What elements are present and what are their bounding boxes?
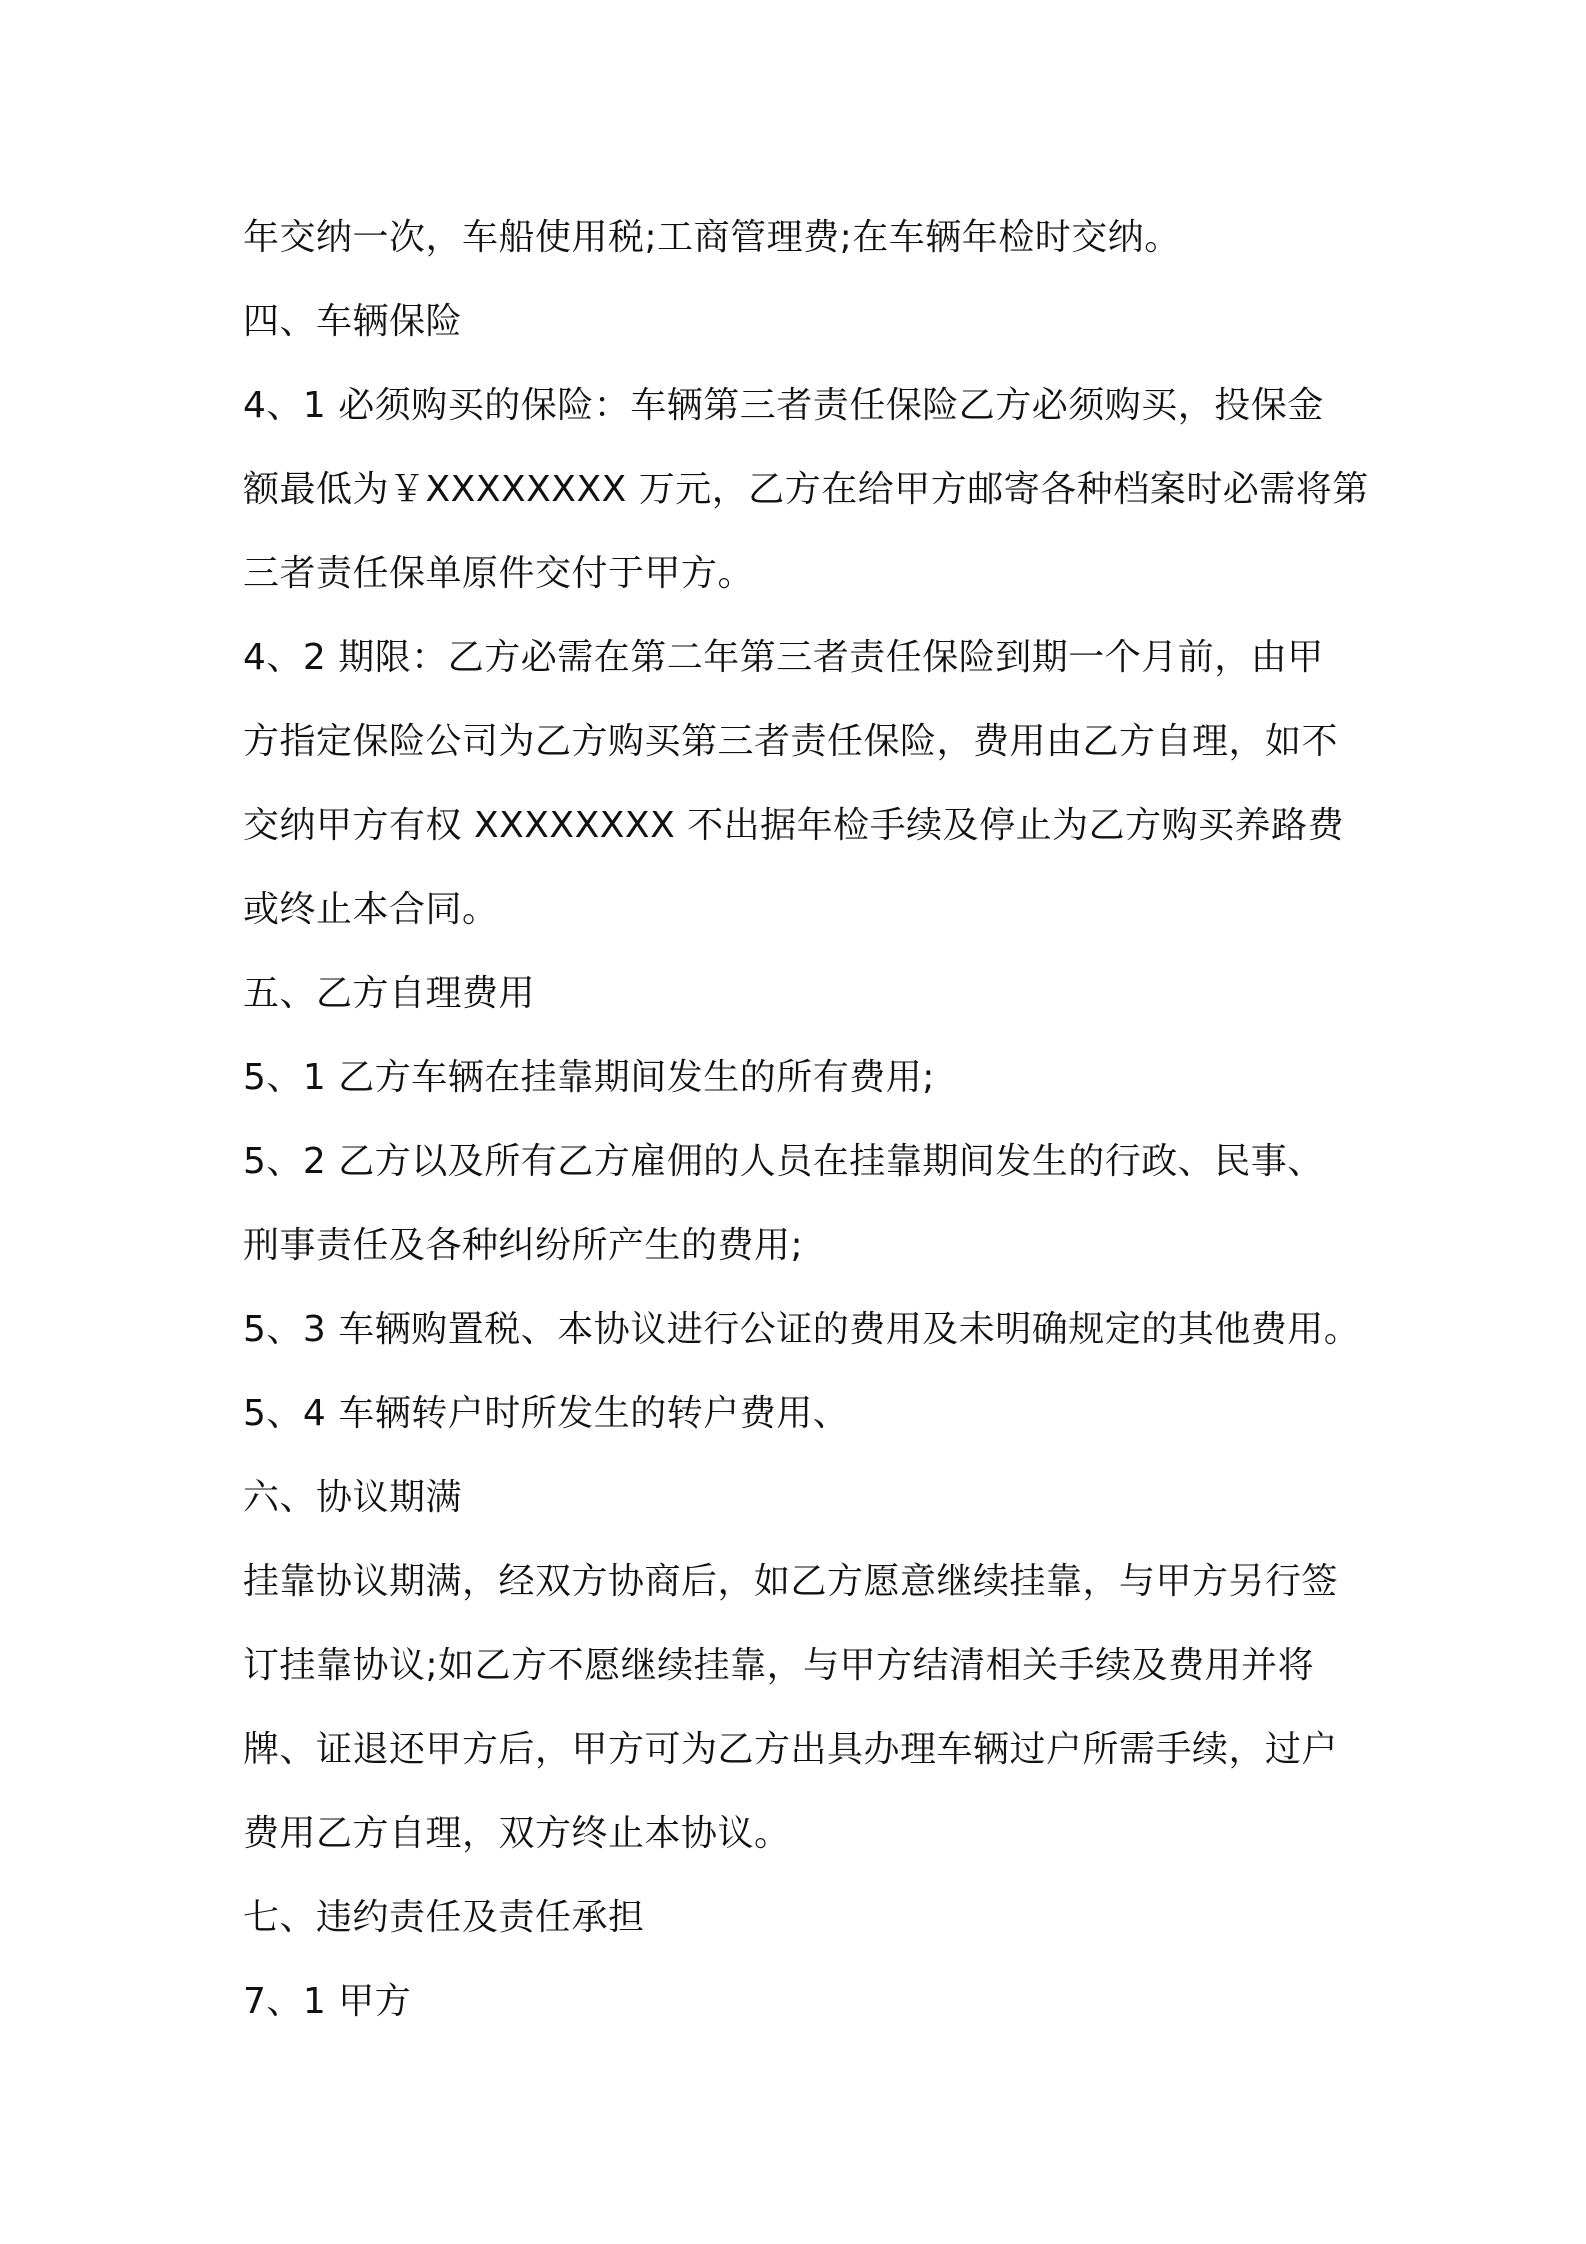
- text-line: 年交纳一次，车船使用税;工商管理费;在车辆年检时交纳。: [243, 217, 1181, 258]
- document-page: [243, 196, 1369, 2044]
- text-line: 5、1 乙方车辆在挂靠期间发生的所有费用;: [243, 1057, 935, 1098]
- text-line: 方指定保险公司为乙方购买第三者责任保险，费用由乙方自理，如不: [243, 721, 1339, 762]
- text-line: 额最低为￥XXXXXXXX 万元，乙方在给甲方邮寄各种档案时必需将第: [243, 469, 1369, 510]
- text-line: 订挂靠协议;如乙方不愿继续挂靠，与甲方结清相关手续及费用并将: [243, 1645, 1315, 1686]
- section-heading: 五、乙方自理费用: [243, 973, 536, 1014]
- text-line: 刑事责任及各种纠纷所产生的费用;: [243, 1225, 804, 1266]
- text-line: 5、4 车辆转户时所发生的转户费用、: [243, 1393, 850, 1434]
- text-line: 三者责任保单原件交付于甲方。: [243, 553, 755, 594]
- text-line: 4、2 期限：乙方必需在第二年第三者责任保险到期一个月前，由甲: [243, 637, 1324, 678]
- text-line: 挂靠协议期满，经双方协商后，如乙方愿意继续挂靠，与甲方另行签: [243, 1561, 1339, 1602]
- text-line: 牌、证退还甲方后，甲方可为乙方出具办理车辆过户所需手续，过户: [243, 1729, 1339, 1770]
- text-line: 费用乙方自理，双方终止本协议。: [243, 1813, 791, 1854]
- section-heading: 七、违约责任及责任承担: [243, 1897, 645, 1938]
- section-heading: 四、车辆保险: [243, 301, 463, 342]
- text-line: 5、3 车辆购置税、本协议进行公证的费用及未明确规定的其他费用。: [243, 1309, 1361, 1350]
- text-line: 交纳甲方有权 XXXXXXXX 不出据年检手续及停止为乙方购买养路费: [243, 805, 1345, 846]
- text-line: 7、1 甲方: [243, 1981, 412, 2022]
- text-line: 4、1 必须购买的保险：车辆第三者责任保险乙方必须购买，投保金: [243, 385, 1324, 426]
- text-line: 或终止本合同。: [243, 889, 499, 930]
- section-heading: 六、协议期满: [243, 1477, 463, 1518]
- text-line: 5、2 乙方以及所有乙方雇佣的人员在挂靠期间发生的行政、民事、: [243, 1141, 1324, 1182]
